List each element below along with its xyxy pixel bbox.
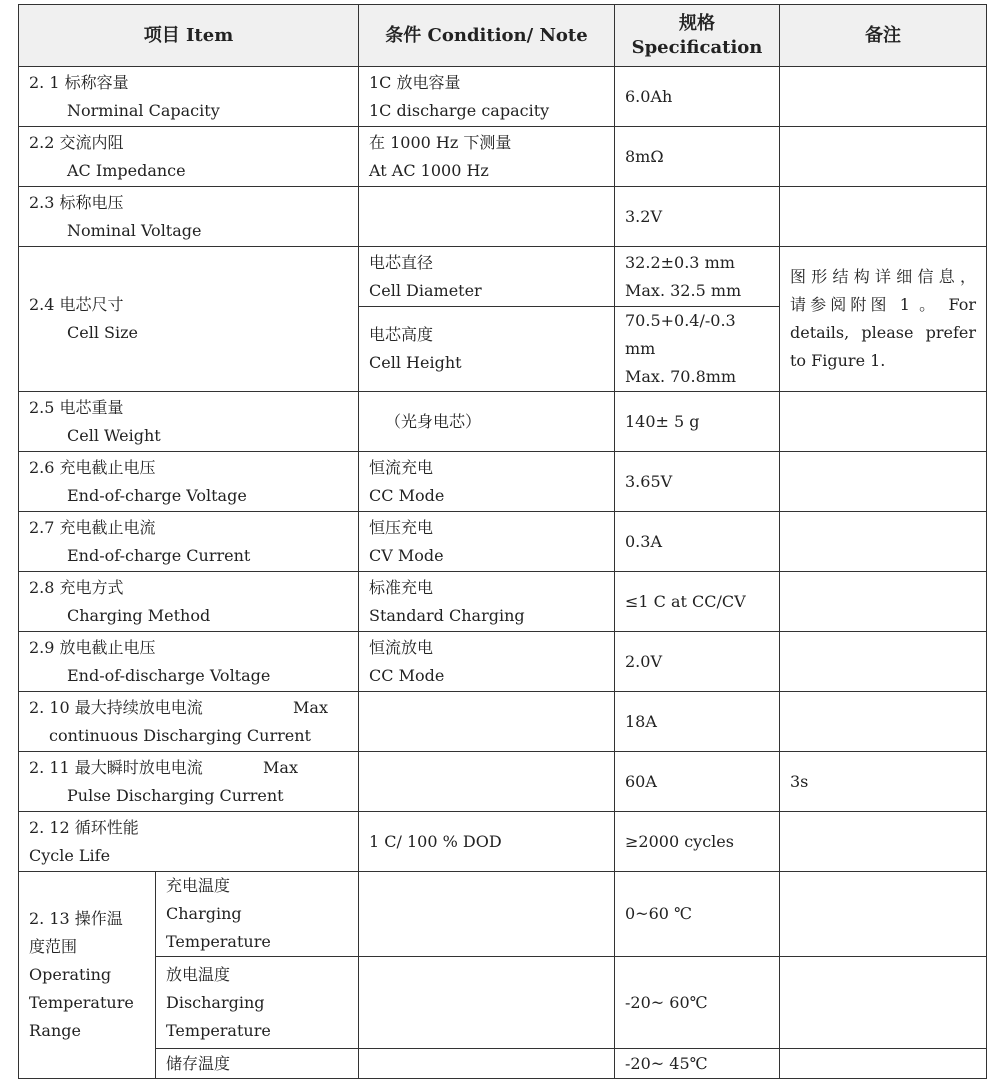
item-en: End-of-charge Current [67, 545, 251, 565]
item-en: AC Impedance [67, 160, 186, 180]
remark-cell [780, 392, 987, 452]
spec-cell: 0.3A [615, 512, 780, 572]
item-cn-text: 2. 10 最大持续放电电流 [29, 697, 203, 717]
sub-item-cell: 储存温度 [156, 1049, 359, 1079]
table-row [19, 872, 987, 957]
table-row [19, 247, 987, 307]
item-cell [19, 692, 359, 752]
remark-line: details, please prefer [790, 323, 976, 342]
sub-item-cell [156, 872, 359, 957]
item-cn [29, 694, 348, 722]
spec-line: 70.5+0.4/-0.3 mm [625, 311, 736, 358]
item-cn: 2.9 放电截止电压 [29, 637, 156, 657]
remark-cell [780, 872, 987, 957]
header-spec-cn: 规格 [679, 12, 715, 34]
condition-cell [359, 307, 615, 392]
condition-cell [359, 692, 615, 752]
remark-line: 请参阅附图 1 。 For [790, 295, 976, 314]
condition-cell [359, 1049, 615, 1079]
condition-cell [359, 632, 615, 692]
item-cell [19, 632, 359, 692]
spec-cell: 8mΩ [615, 127, 780, 187]
spec-cell: ≥2000 cycles [615, 812, 780, 872]
item-cn: 2.3 标称电压 [29, 192, 124, 212]
item-cn: 2.4 电芯尺寸 [29, 295, 124, 314]
condition-cn: 恒流充电 [369, 457, 434, 477]
condition-en: Cell Diameter [369, 280, 482, 300]
spec-cell [615, 307, 780, 392]
condition-cell [359, 127, 615, 187]
condition-cell [359, 572, 615, 632]
remark-cell [780, 187, 987, 247]
table-row [19, 512, 987, 572]
item-en: Nominal Voltage [67, 220, 202, 240]
spec-cell: ≤1 C at CC/CV [615, 572, 780, 632]
condition-cn: 电芯高度 [369, 325, 434, 344]
remark-cell [780, 1049, 987, 1079]
item-cell [19, 67, 359, 127]
item-cn-text: 2. 11 最大瞬时放电电流 [29, 757, 203, 777]
table-row [19, 452, 987, 512]
table-row [19, 572, 987, 632]
condition-cell [359, 452, 615, 512]
condition-cn: 1C 放电容量 [369, 72, 461, 92]
condition-cell [359, 872, 615, 957]
item-cn [29, 754, 348, 782]
item-cell [19, 247, 359, 392]
item-en: Cell Size [67, 323, 139, 342]
item-max: Max [263, 757, 298, 777]
condition-cell [359, 752, 615, 812]
item-cell [19, 127, 359, 187]
table-row [19, 1049, 987, 1079]
item-en: Operating [29, 965, 112, 984]
table-row [19, 392, 987, 452]
remark-line: 图形结构详细信息， [790, 267, 976, 286]
condition-cell [359, 512, 615, 572]
item-en: Cell Weight [67, 425, 161, 445]
item-cn: 2.7 充电截止电流 [29, 517, 156, 537]
item-cn: 2. 12 循环性能 [29, 817, 139, 837]
item-max: Max [293, 697, 328, 717]
condition-en: Standard Charging [369, 605, 525, 625]
item-cn: 2. 13 操作温 [29, 909, 123, 928]
table-row [19, 187, 987, 247]
spec-cell: -20~ 60℃ [615, 957, 780, 1049]
remark-line: to Figure 1. [790, 351, 886, 370]
table-row [19, 67, 987, 127]
condition-en: CC Mode [369, 665, 445, 685]
item-cell [19, 452, 359, 512]
header-remark: 备注 [780, 5, 987, 67]
condition-en: Cell Height [369, 353, 462, 372]
condition-en: 1C discharge capacity [369, 100, 550, 120]
spec-cell: 6.0Ah [615, 67, 780, 127]
remark-cell [780, 127, 987, 187]
item-cell [19, 872, 156, 1079]
table-row [19, 752, 987, 812]
item-cn: 2.5 电芯重量 [29, 397, 124, 417]
item-cn: 2.2 交流内阻 [29, 132, 124, 152]
remark-cell [780, 67, 987, 127]
item-cell [19, 752, 359, 812]
condition-en: At AC 1000 Hz [369, 160, 489, 180]
header-row [19, 5, 987, 67]
item-en: End-of-charge Voltage [67, 485, 247, 505]
condition-cell [359, 247, 615, 307]
condition-cell [359, 187, 615, 247]
header-item: 项目 Item [19, 5, 359, 67]
sub-item-en: Discharging [166, 992, 265, 1012]
condition-text: （光身电芯） [385, 411, 482, 431]
item-cell [19, 392, 359, 452]
sub-item-cn: 放电温度 [166, 964, 231, 984]
item-cell [19, 512, 359, 572]
spec-cell: 18A [615, 692, 780, 752]
spec-table [18, 4, 987, 1079]
item-en: Cycle Life [29, 845, 111, 865]
remark-cell [780, 572, 987, 632]
item-cell [19, 812, 359, 872]
condition-cn: 标准充电 [369, 577, 434, 597]
sub-item-cn: 充电温度 [166, 876, 231, 895]
header-specification [615, 5, 780, 67]
spec-cell: 2.0V [615, 632, 780, 692]
item-en: Pulse Discharging Current [67, 785, 284, 805]
table-row [19, 957, 987, 1049]
spec-cell: 140± 5 g [615, 392, 780, 452]
spec-cell: -20~ 45℃ [615, 1049, 780, 1079]
spec-line: Max. 70.8mm [625, 367, 737, 386]
condition-cell [359, 67, 615, 127]
table-row [19, 127, 987, 187]
condition-cell [359, 957, 615, 1049]
remark-cell [780, 692, 987, 752]
sub-item-en: Charging Temperature [166, 904, 271, 951]
remark-cell [780, 452, 987, 512]
item-cn: 2. 1 标称容量 [29, 72, 129, 92]
header-spec-en: Specification [631, 36, 763, 58]
remark-cell [780, 812, 987, 872]
item-cell [19, 187, 359, 247]
item-en: continuous Discharging Current [49, 725, 311, 745]
remark-cell [780, 632, 987, 692]
spec-cell: 0~60 ℃ [615, 872, 780, 957]
item-en: Temperature [29, 993, 134, 1012]
header-condition: 条件 Condition/ Note [359, 5, 615, 67]
spec-cell: 60A [615, 752, 780, 812]
item-en: Charging Method [67, 605, 211, 625]
spec-cell [615, 247, 780, 307]
item-en: Norminal Capacity [67, 100, 220, 120]
item-cn: 度范围 [29, 937, 78, 956]
table-row [19, 692, 987, 752]
condition-cn: 恒压充电 [369, 517, 434, 537]
sub-item-cell [156, 957, 359, 1049]
remark-cell [780, 512, 987, 572]
sub-item-en: Temperature [166, 1020, 271, 1040]
condition-cn: 电芯直径 [369, 252, 434, 272]
item-en: End-of-discharge Voltage [67, 665, 271, 685]
item-cell [19, 572, 359, 632]
item-cn: 2.6 充电截止电压 [29, 457, 156, 477]
item-cn: 2.8 充电方式 [29, 577, 124, 597]
condition-cell [359, 392, 615, 452]
item-en: Range [29, 1021, 81, 1040]
table-row [19, 632, 987, 692]
condition-cell: 1 C/ 100 % DOD [359, 812, 615, 872]
remark-cell [780, 247, 987, 392]
table-row [19, 812, 987, 872]
condition-cn: 恒流放电 [369, 637, 434, 657]
condition-en: CC Mode [369, 485, 445, 505]
spec-line: 32.2±0.3 mm [625, 252, 735, 272]
spec-line: Max. 32.5 mm [625, 280, 742, 300]
condition-en: CV Mode [369, 545, 444, 565]
remark-cell: 3s [780, 752, 987, 812]
spec-cell: 3.2V [615, 187, 780, 247]
condition-cn: 在 1000 Hz 下测量 [369, 132, 512, 152]
spec-cell: 3.65V [615, 452, 780, 512]
remark-cell [780, 957, 987, 1049]
